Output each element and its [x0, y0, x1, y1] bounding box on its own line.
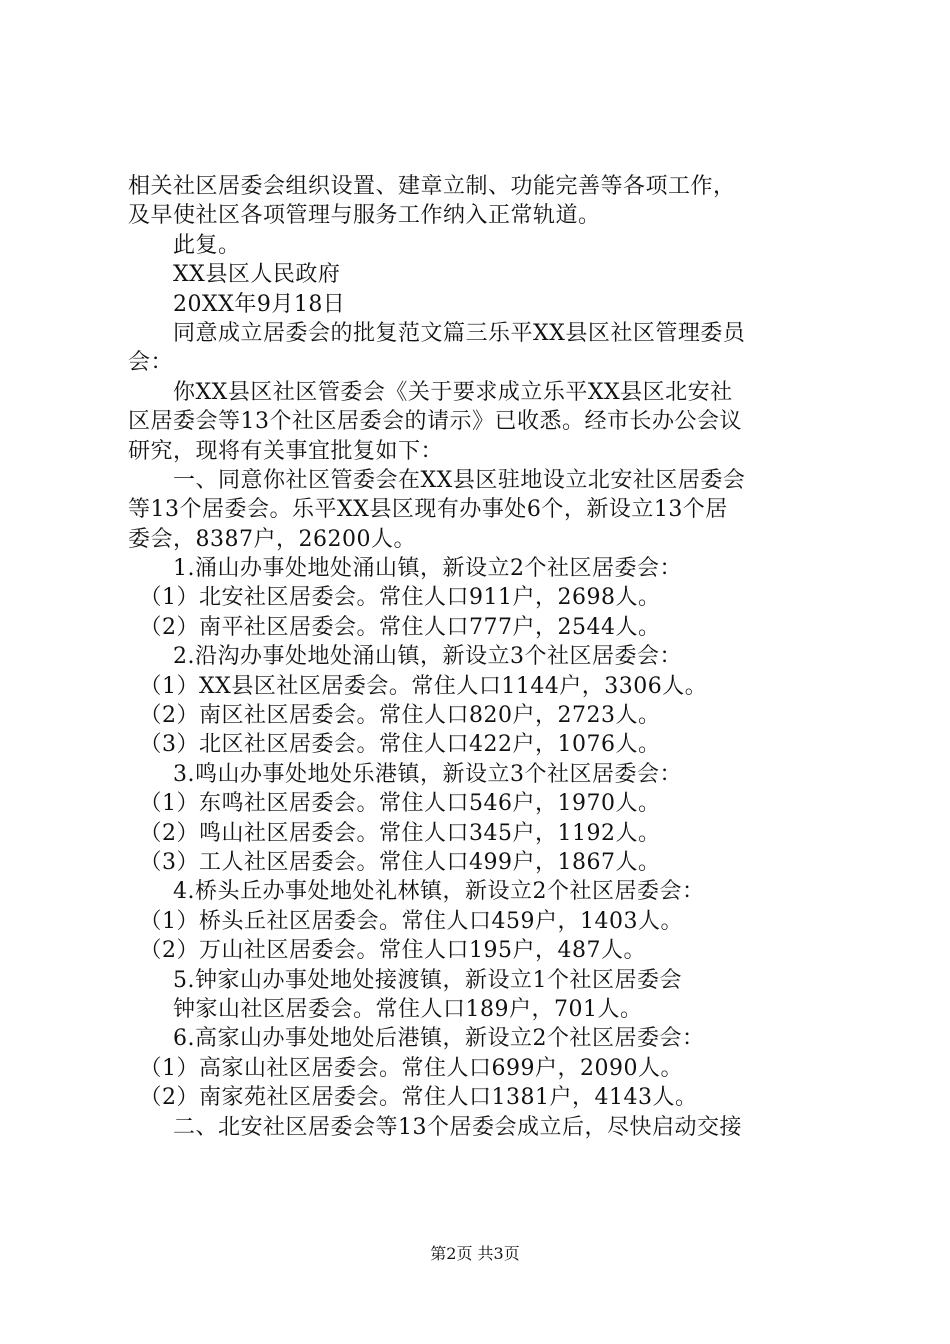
text-line: 同意成立居委会的批复范文篇三乐平XX县区社区管理委员: [128, 320, 746, 346]
text-line: 及早使社区各项管理与服务工作纳入正常轨道。: [128, 203, 601, 229]
text-line: （2）南家苑社区居委会。常住人口1381户，4143人。: [128, 1085, 698, 1111]
page-number-footer: 第2页 共3页: [430, 1244, 520, 1263]
text-line: （1）东鸣社区居委会。常住人口546户，1970人。: [128, 791, 661, 817]
text-line: 你XX县区社区管委会《关于要求成立乐平XX县区北安社: [128, 379, 733, 405]
text-line: （1）XX县区社区居委会。常住人口1144户，3306人。: [128, 673, 708, 699]
text-line: 委会，8387户，26200人。: [128, 526, 416, 552]
text-line: （1）北安社区居委会。常住人口911户，2698人。: [128, 585, 661, 611]
text-line: 区居委会等13个社区居委会的请示》已收悉。经市长办公会议: [128, 409, 742, 435]
text-line: 一、同意你社区管委会在XX县区驻地设立北安社区居委会: [128, 467, 746, 493]
text-line: 钟家山社区居委会。常住人口189户，701人。: [128, 996, 643, 1022]
text-line: 此复。: [128, 232, 241, 258]
text-line: （3）北区社区居委会。常住人口422户，1076人。: [128, 732, 661, 758]
text-line: 二、北安社区居委会等13个居委会成立后，尽快启动交接: [128, 1114, 742, 1140]
text-line: XX县区人民政府: [128, 262, 341, 288]
text-line: （1）高家山社区居委会。常住人口699户，2090人。: [128, 1055, 683, 1081]
text-line: （2）鸣山社区居委会。常住人口345户，1192人。: [128, 820, 661, 846]
text-line: （2）万山社区居委会。常住人口195户，487人。: [128, 938, 646, 964]
text-line: （1）桥头丘社区居委会。常住人口459户，1403人。: [128, 908, 683, 934]
text-line: 5.钟家山办事处地处接渡镇，新设立1个社区居委会: [128, 967, 682, 993]
text-line: 等13个居委会。乐平XX县区现有办事处6个，新设立13个居: [128, 497, 728, 523]
text-line: （2）南区社区居委会。常住人口820户，2723人。: [128, 703, 661, 729]
text-line: （2）南平社区居委会。常住人口777户，2544人。: [128, 614, 661, 640]
text-line: 研究，现将有关事宜批复如下：: [128, 438, 444, 464]
text-line: （3）工人社区居委会。常住人口499户，1867人。: [128, 849, 661, 875]
text-line: 3.鸣山办事处地处乐港镇，新设立3个社区居委会：: [128, 761, 682, 787]
text-line: 6.高家山办事处地处后港镇，新设立2个社区居委会：: [128, 1026, 705, 1052]
text-line: 相关社区居委会组织设置、建章立制、功能完善等各项工作，: [128, 174, 736, 199]
text-line: 20XX年9月18日: [128, 291, 346, 317]
text-line: 1.涌山办事处地处涌山镇，新设立2个社区居委会：: [128, 556, 682, 582]
text-line: 4.桥头丘办事处地处礼林镇，新设立2个社区居委会：: [128, 879, 705, 905]
text-line: 2.沿沟办事处地处涌山镇，新设立3个社区居委会：: [128, 644, 682, 670]
text-line: 会：: [128, 350, 174, 376]
document-body: [128, 172, 838, 1142]
